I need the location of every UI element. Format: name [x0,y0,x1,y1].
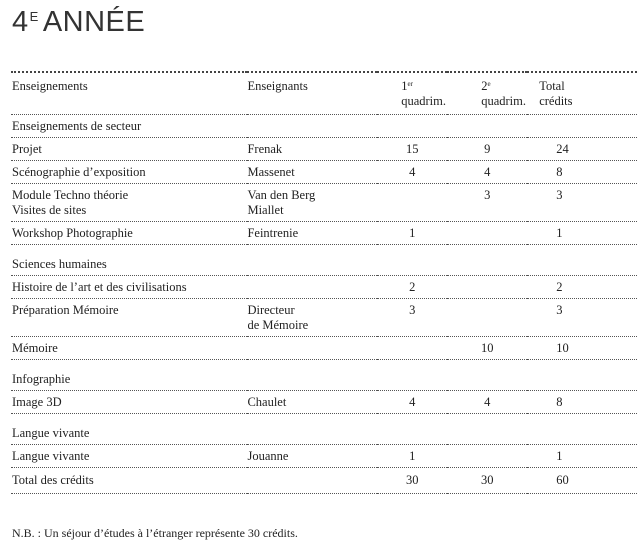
total-credits-cell: 10 [527,337,637,360]
title-text: ANNÉE [42,6,146,38]
q2-credits-cell [447,222,527,245]
q2-credits-cell: 9 [447,138,527,161]
section-title: Langue vivante [12,426,90,440]
teacher-cell: Feintrenie [247,222,377,245]
section-title: Enseignements de secteur [11,115,637,138]
teacher-cell: Chaulet [247,391,377,414]
total-credits-cell: 24 [527,138,637,161]
total-credits-cell: 8 [527,161,637,184]
section-header-row [11,115,637,138]
header-enseignements: Enseignements [11,72,247,115]
table-row [11,161,637,184]
course-cell: Mémoire [11,337,247,360]
section-header-row [11,422,637,445]
q2-credits-cell: 4 [447,161,527,184]
course-cell [11,184,247,222]
teacher-cell [247,184,377,222]
header-enseignants: Enseignants [247,72,377,115]
course-cell-line1: Module Techno théorie [12,188,129,202]
totals-q1: 30 [377,468,447,494]
teacher-cell: Massenet [247,161,377,184]
q2-credits-cell [447,445,527,468]
teacher-cell-line1: Directeur [247,303,295,317]
totals-empty [247,468,377,494]
q2-credits-cell: 3 [447,184,527,222]
q2-credits-cell [447,276,527,299]
header-q2-label: quadrim. [481,94,526,108]
header-q1 [377,72,447,115]
q1-credits-cell: 1 [377,222,447,245]
section-header-row [11,368,637,391]
q1-credits-cell: 4 [377,391,447,414]
table-row [11,337,637,360]
section-header-row [11,253,637,276]
q1-credits-cell [377,337,447,360]
header-total-line1: Total [539,79,565,93]
q1-credits-cell: 2 [377,276,447,299]
total-credits-cell: 1 [527,222,637,245]
page-title [12,6,145,39]
teacher-cell [247,299,377,337]
spacer-cell [11,360,637,368]
section-spacer [11,414,637,422]
q2-credits-cell [447,299,527,337]
table-header-row [11,72,637,115]
table-row [11,138,637,161]
table-row [11,276,637,299]
table-row [11,391,637,414]
header-q2-num: 2 [481,79,488,93]
header-total-line2: crédits [539,94,573,108]
header-q1-label: quadrim. [401,94,447,108]
teacher-cell [247,337,377,360]
section-spacer [11,360,637,368]
divider-cell [11,494,637,495]
teacher-cell: Jouanne [247,445,377,468]
credits-table [11,71,637,494]
teacher-cell-line2: Miallet [247,203,284,217]
teacher-cell-line2: de Mémoire [247,318,309,332]
header-q1-num: 1 [401,79,408,93]
total-credits-cell: 2 [527,276,637,299]
totals-label: Total des crédits [11,468,247,494]
table-bottom-divider [11,494,637,495]
section-spacer [11,245,637,253]
totals-row [11,468,637,494]
q1-credits-cell: 15 [377,138,447,161]
q1-credits-cell: 4 [377,161,447,184]
header-q1-sup: er [407,80,413,88]
totals-q2: 30 [447,468,527,494]
table-row [11,222,637,245]
table-row [11,299,637,337]
section-title: Infographie [12,372,71,386]
course-cell: Préparation Mémoire [11,299,247,337]
q2-credits-cell: 4 [447,391,527,414]
title-superscript: E [29,9,39,24]
course-cell: Langue vivante [11,445,247,468]
teacher-cell [247,276,377,299]
total-credits-cell: 1 [527,445,637,468]
table-row [11,445,637,468]
table-row [11,184,637,222]
course-cell: Projet [11,138,247,161]
course-cell: Histoire de l’art et des civilisations [11,276,247,299]
header-q2-sup: e [487,80,491,88]
q1-credits-cell: 3 [377,299,447,337]
course-cell: Workshop Photographie [11,222,247,245]
teacher-cell: Frenak [247,138,377,161]
header-q2 [447,72,527,115]
title-number: 4 [12,6,29,38]
total-credits-cell: 3 [527,299,637,337]
total-credits-cell: 3 [527,184,637,222]
course-cell: Image 3D [11,391,247,414]
q1-credits-cell [377,184,447,222]
section-title: Sciences humaines [12,257,107,271]
q2-credits-cell: 10 [447,337,527,360]
spacer-cell [11,245,637,253]
totals-total: 60 [527,468,637,494]
total-credits-cell: 8 [527,391,637,414]
spacer-cell [11,414,637,422]
header-total [527,72,637,115]
footnote: N.B. : Un séjour d’études à l’étranger représente 30 crédits. [12,526,298,540]
teacher-cell-line1: Van den Berg [247,188,316,202]
q1-credits-cell: 1 [377,445,447,468]
course-cell: Scénographie d’exposition [11,161,247,184]
course-cell-line2: Visites de sites [12,203,87,217]
